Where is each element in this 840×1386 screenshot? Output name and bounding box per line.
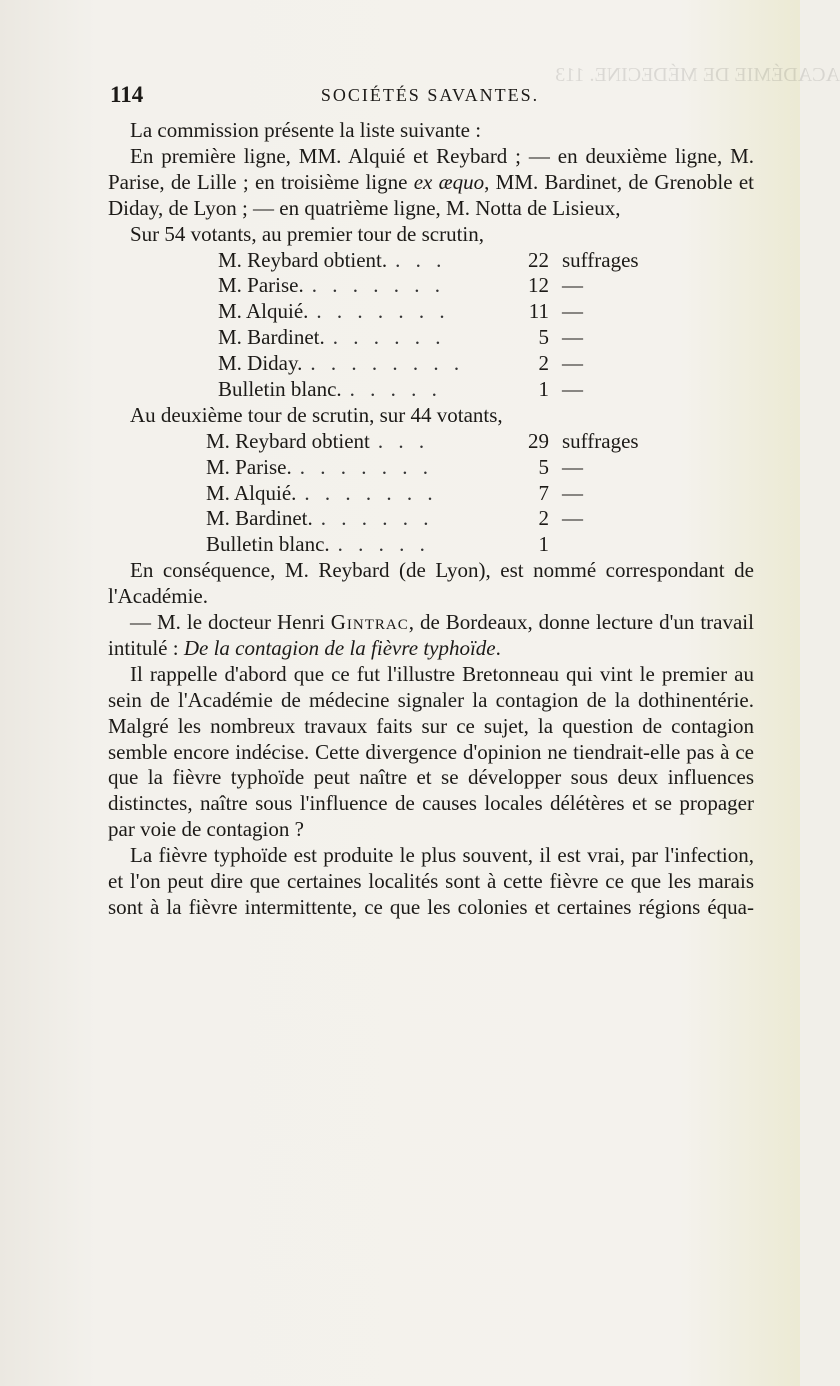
ballot-result-row (108, 299, 754, 325)
vote-count: 2 (538, 351, 549, 376)
paragraph-appointment: En conséquence, M. Reybard (de Lyon), est nommé correspondant de l'Académie. (108, 558, 754, 609)
show-through-text: ACADÉMIE DE MÉDECINE. 113 (555, 64, 840, 86)
leader-dots: . . . . . . (320, 506, 434, 531)
ballot-result-row (108, 455, 754, 481)
page-number: 114 (110, 82, 144, 107)
candidate-name: Bulletin blanc. (218, 376, 342, 401)
paragraph-bretonneau: Il rappelle d'abord que ce fut l'illustre Bretonneau qui vint le premier au sein de l'Académie de médecine signaler la contagion de la dothinentérie. Malgré les nombreux travaux faits sur ce sujet, la question de contagion semble encore indécise. Cette divergence d'opinion ne tiendrait-elle pas à ce que la fièvre typhoïde peut naître et se développer sous deux influences distinctes, naître sous l'influence de causes locales délétères et se propager par voie de contagion ? (108, 661, 754, 842)
vote-unit: suffrages (562, 428, 639, 453)
ballot-result-row (108, 377, 754, 403)
leader-dots: . . . . . . . (316, 299, 450, 324)
vote-unit: — (562, 376, 583, 401)
leader-dots: . . . . . . . (304, 480, 438, 505)
vote-unit: — (562, 299, 583, 324)
vote-count: 7 (538, 480, 549, 505)
leader-dots: . . . (395, 247, 447, 272)
first-ballot-results (108, 248, 754, 403)
candidate-name: M. Reybard obtient. (218, 247, 388, 272)
second-ballot-heading: Au deuxième tour de scrutin, sur 44 votants, (130, 402, 503, 427)
vote-unit: — (562, 480, 583, 505)
vote-count: 5 (538, 325, 549, 350)
paragraph-lecture: — M. le docteur Henri Gintrac, de Bordeaux, donne lecture d'un travail intitulé : De la contagion de la fièvre typhoïde. (108, 610, 754, 660)
vote-count: 12 (528, 273, 549, 298)
page-header (110, 82, 750, 110)
leader-dots: . . . . . . . (311, 273, 445, 298)
vote-count: 5 (538, 454, 549, 479)
vote-unit: — (562, 351, 583, 376)
ballot-result-row (108, 506, 754, 532)
candidate-name: M. Alquié. (206, 480, 297, 505)
candidate-name: M. Parise. (218, 273, 304, 298)
second-ballot-results (108, 429, 754, 558)
ballot-result-row (108, 351, 754, 377)
candidate-name: M. Diday. (218, 351, 303, 376)
vote-unit: — (562, 273, 583, 298)
ballot-result-row (108, 532, 754, 558)
leader-dots: . . . . . . . . (310, 351, 465, 376)
body-text (108, 118, 754, 921)
ballot-result-row (108, 273, 754, 299)
paragraph-fievre: La fièvre typhoïde est produite le plus souvent, il est vrai, par l'infection, et l'on peut dire que certaines localités sont à cette fièvre ce que les marais sont à la fièvre intermittente, ce que les colonies et certaines régions équa- (108, 843, 754, 920)
candidate-name: M. Reybard obtient (206, 428, 370, 453)
vote-unit: suffrages (562, 247, 639, 272)
ballot-result-row (108, 481, 754, 507)
candidate-name: M. Parise. (206, 454, 292, 479)
leader-dots: . . . . . . . (299, 454, 433, 479)
vote-unit: — (562, 506, 583, 531)
candidate-name: Bulletin blanc. (206, 532, 330, 557)
paragraph-candidates: En première ligne, MM. Alquié et Reybard ; — en deuxième ligne, M. Parise, de Lille ; en troisième ligne ex æquo, MM. Bardinet, de Grenoble et Diday, de Lyon ; — en quatrième ligne, M. Notta de Lisieux, (108, 143, 754, 220)
candidate-name: M. Alquié. (218, 299, 309, 324)
paragraph-list-intro: La commission présente la liste suivante : (130, 118, 482, 142)
vote-count: 29 (528, 428, 549, 453)
vote-count: 1 (538, 532, 549, 557)
vote-count: 2 (538, 506, 549, 531)
vote-count: 22 (528, 247, 549, 272)
leader-dots: . . . . . (337, 532, 430, 557)
candidate-name: M. Bardinet. (206, 506, 313, 531)
first-ballot-heading: Sur 54 votants, au premier tour de scrutin, (130, 221, 485, 246)
vote-count: 11 (528, 299, 549, 324)
leader-dots: . . . . . (349, 376, 442, 401)
ballot-result-row (108, 248, 754, 274)
leader-dots: . . . . . . (332, 325, 446, 350)
vote-unit: — (562, 454, 583, 479)
running-title: SOCIÉTÉS SAVANTES. (320, 85, 540, 105)
vote-unit: — (562, 325, 583, 350)
vote-count: 1 (538, 376, 549, 401)
leader-dots: . . . (377, 428, 430, 453)
candidate-name: M. Bardinet. (218, 325, 325, 350)
ballot-result-row (108, 325, 754, 351)
ballot-result-row (108, 429, 754, 455)
